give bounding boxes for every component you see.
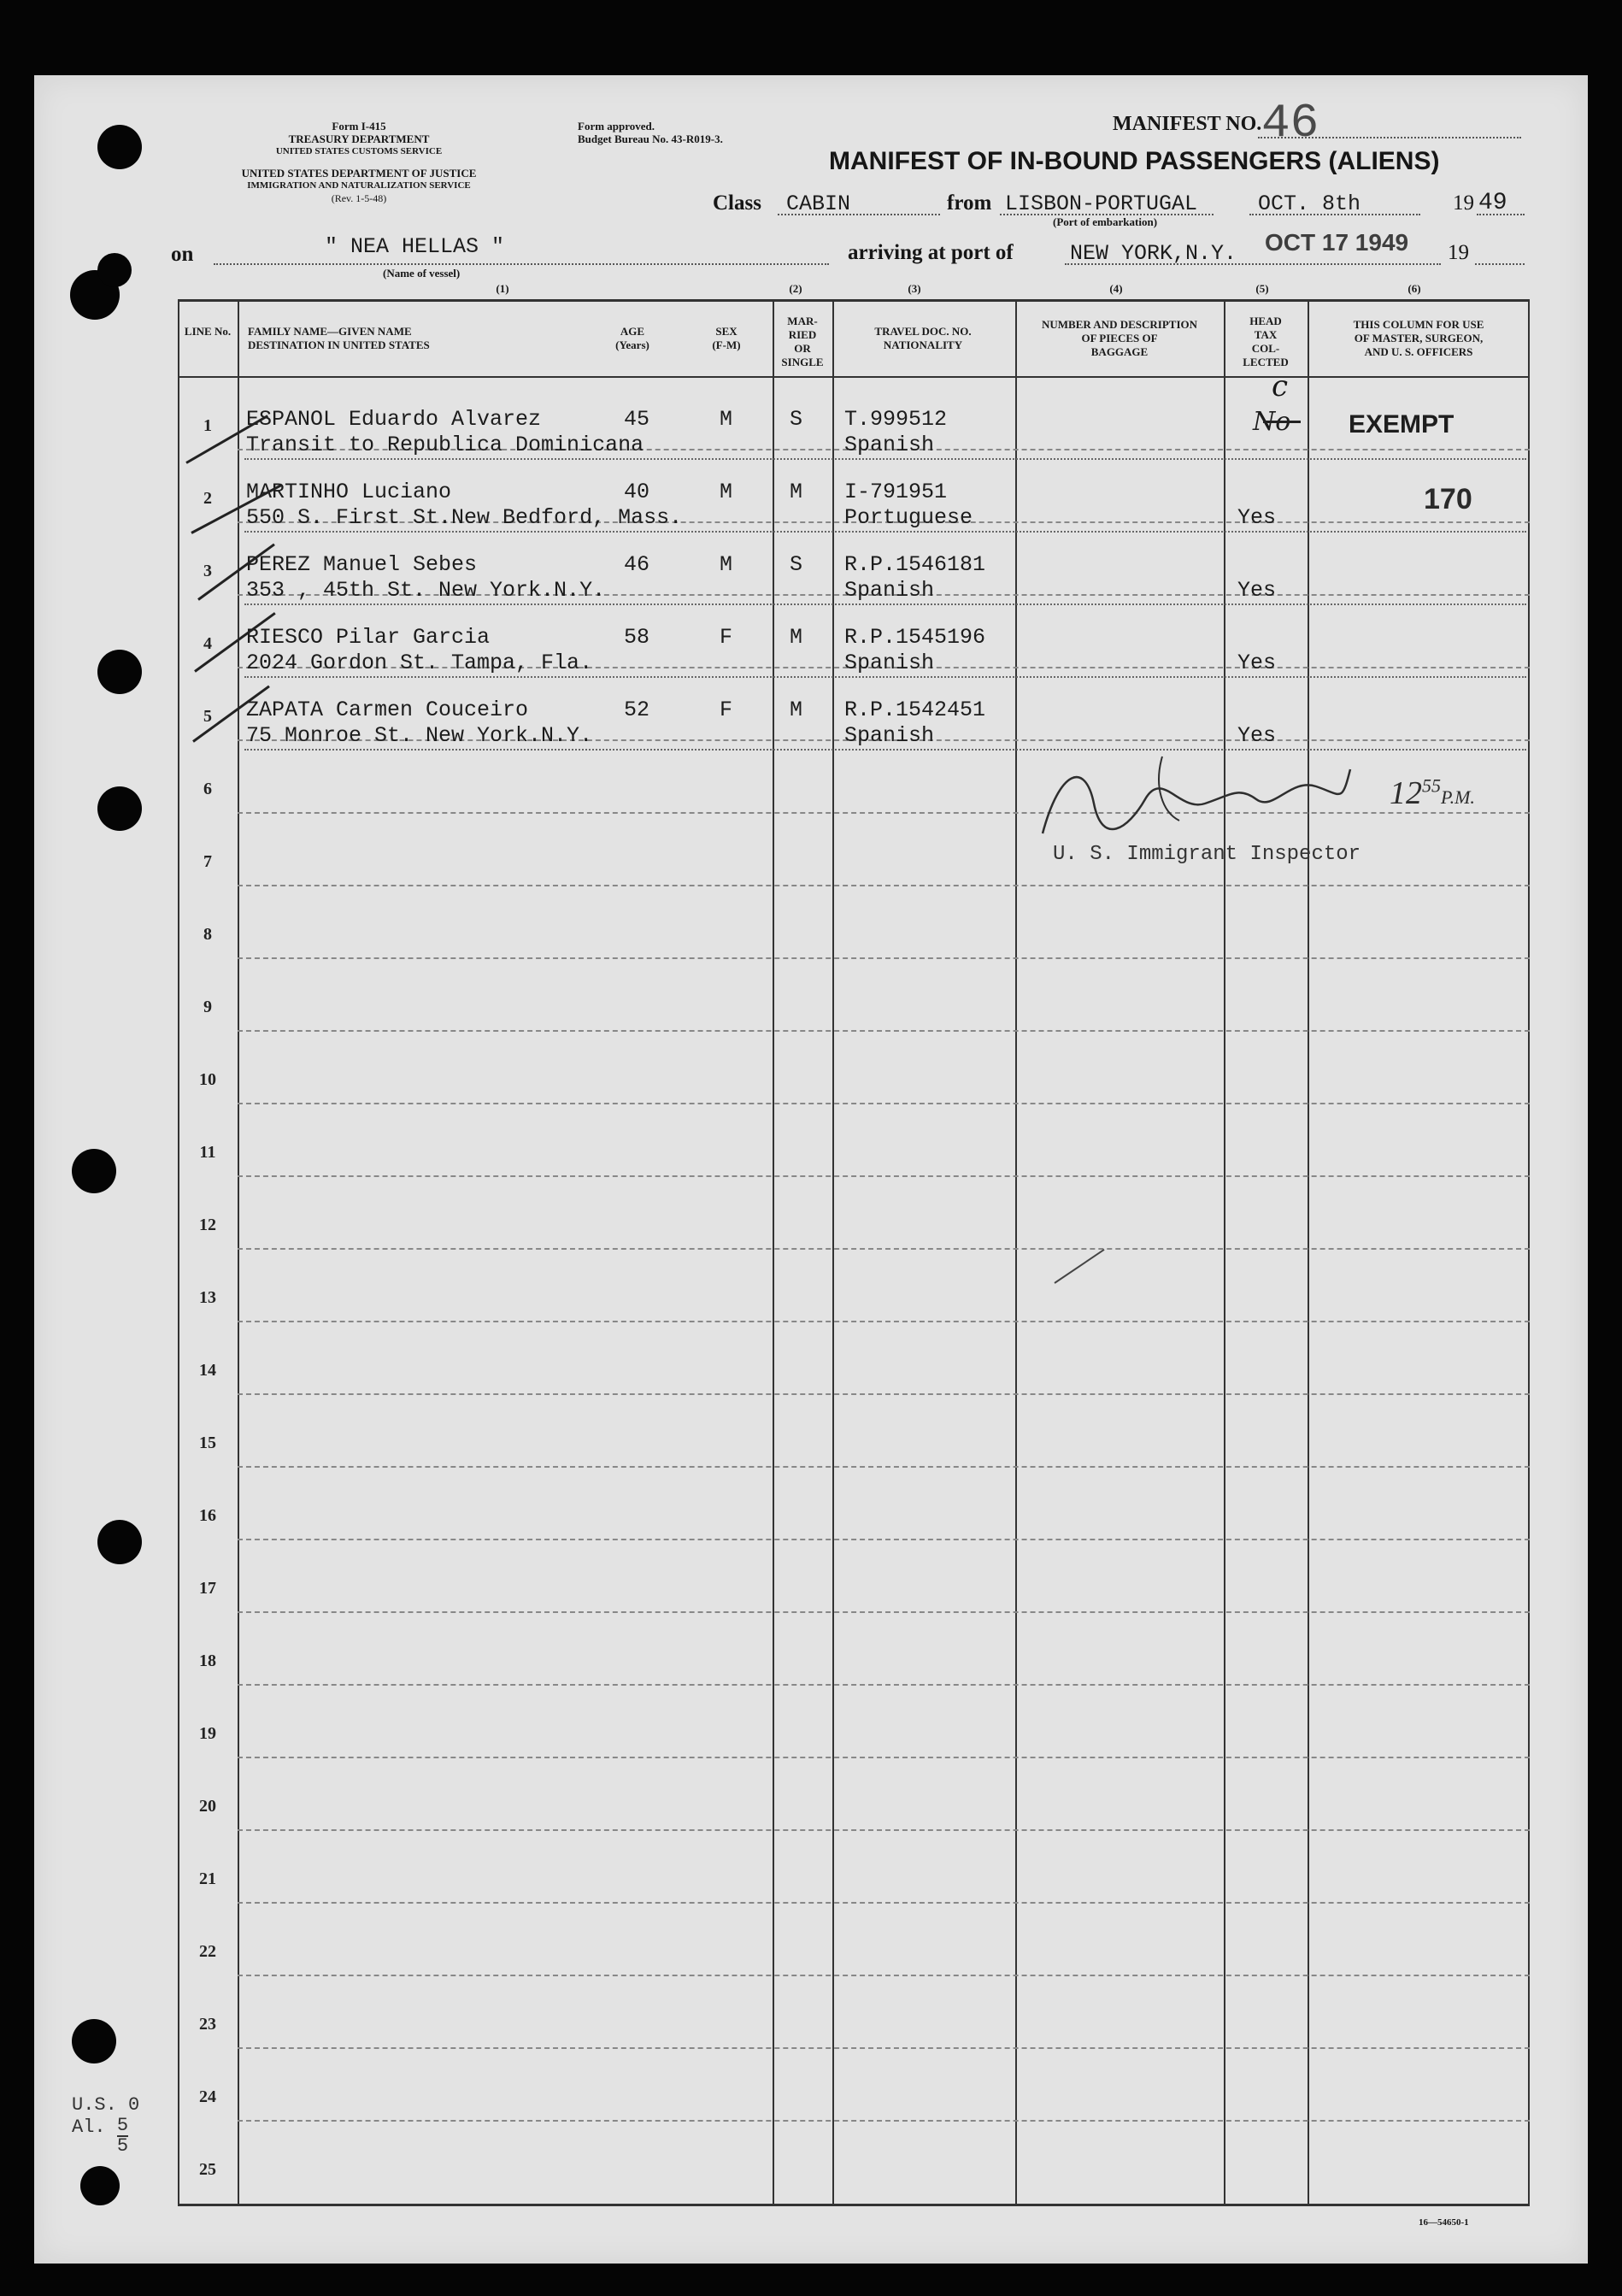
margin-note-line1: U.S. 0: [72, 2094, 140, 2116]
time-minutes: 55: [1422, 774, 1441, 797]
passenger-nationality: Spanish: [844, 578, 935, 603]
line-number: 6: [203, 780, 212, 798]
row-line: [238, 1757, 1530, 1758]
year-prefix: 19: [1453, 191, 1474, 215]
passenger-destination: 550 S. First St.New Bedford, Mass.: [246, 505, 683, 530]
dept-ins: IMMIGRATION AND NATURALIZATION SERVICE: [247, 180, 471, 191]
colnum-4: (4): [1109, 282, 1123, 295]
line-number: 7: [203, 852, 212, 871]
passenger-destination: 75 Monroe St. New York.N.Y.: [246, 723, 593, 748]
row-line: [238, 1248, 1530, 1250]
tax-annotation: c: [1272, 369, 1289, 403]
budget-bureau: Budget Bureau No. 43-R019-3.: [578, 132, 723, 145]
punch-hole: [72, 2019, 116, 2063]
passenger-destination: 2024 Gordon St. Tampa, Fla.: [246, 651, 593, 675]
col-border: [1308, 299, 1309, 2205]
row-line: [238, 1611, 1530, 1613]
passenger-head-tax: Yes: [1237, 505, 1277, 530]
col-header-baggage: NUMBER AND DESCRIPTION OF PIECES OF BAGGAGE: [1041, 318, 1198, 358]
passenger-marital-status: S: [790, 407, 803, 432]
colnum-3: (3): [908, 282, 921, 295]
passenger-marital-status: M: [790, 480, 803, 504]
passenger-officer-note: EXEMPT: [1349, 410, 1455, 439]
row-line: [238, 1975, 1530, 1976]
line-number: 23: [199, 2015, 216, 2034]
passenger-name: PEREZ Manuel Sebes: [246, 552, 478, 577]
line-number: 19: [199, 1724, 216, 1743]
class-line: [778, 214, 940, 215]
line-number: 2: [203, 489, 212, 508]
form-number: Form I-415: [332, 120, 386, 132]
line-number: 16: [199, 1506, 216, 1525]
line-number: 11: [199, 1143, 216, 1162]
row-line: [238, 1030, 1530, 1032]
col-header-sex: SEX (F-M): [712, 325, 741, 351]
row-line: [238, 2047, 1530, 2049]
line-number: 5: [203, 707, 212, 726]
line-number: 22: [199, 1942, 216, 1961]
col-header-head-tax: HEAD TAX COL- LECTED: [1243, 315, 1289, 368]
passenger-nationality: Spanish: [844, 723, 935, 748]
entry-underline: [244, 676, 1526, 678]
punch-hole: [72, 1149, 116, 1193]
line-number: 12: [199, 1216, 216, 1234]
col-border: [1528, 299, 1530, 2205]
row-line: [238, 1684, 1530, 1686]
passenger-travel-doc: R.P.1545196: [844, 625, 986, 650]
row-line: [238, 1539, 1530, 1540]
col-border: [1224, 299, 1225, 2205]
revision: (Rev. 1-5-48): [331, 192, 387, 204]
passenger-travel-doc: I-791951: [844, 480, 948, 504]
line-number: 13: [199, 1288, 216, 1307]
year-line: [1477, 214, 1525, 215]
passenger-name: MARTINHO Luciano: [246, 480, 452, 504]
from-value: LISBON-PORTUGAL: [1005, 191, 1198, 216]
dept-customs: UNITED STATES CUSTOMS SERVICE: [275, 146, 443, 156]
margin-note: [72, 2094, 139, 2156]
class-value: CABIN: [786, 191, 851, 216]
manifest-number-label: MANIFEST NO.: [1113, 113, 1262, 135]
manifest-number-line: [1258, 137, 1521, 138]
line-number: 10: [199, 1070, 216, 1089]
passenger-sex: F: [720, 625, 733, 650]
form-approved: Form approved.: [578, 120, 655, 132]
from-label: from: [947, 191, 992, 215]
colnum-2: (2): [789, 282, 802, 295]
col-border: [238, 299, 239, 2205]
passenger-officer-note: 170: [1424, 483, 1472, 515]
passenger-sex: M: [720, 480, 733, 504]
passenger-age: 45: [624, 407, 650, 432]
col-header-line: LINE No.: [184, 325, 232, 338]
year-value: 49: [1478, 190, 1507, 216]
margin-note-prefix: Al.: [72, 2116, 106, 2138]
line-number: 20: [199, 1797, 216, 1816]
row-line: [238, 1466, 1530, 1468]
passenger-destination: Transit to Republica Dominicana: [246, 433, 644, 457]
punch-hole: [97, 786, 142, 831]
arrival-port: NEW YORK,N.Y.: [1070, 241, 1237, 266]
vessel-note: (Name of vessel): [383, 267, 461, 280]
line-number: 8: [203, 925, 212, 944]
passenger-head-tax: Yes: [1237, 723, 1277, 748]
time-unit: P.M.: [1441, 786, 1475, 808]
class-label: Class: [713, 191, 761, 215]
arriving-label: arriving at port of: [848, 241, 1014, 264]
line-number: 14: [199, 1361, 216, 1380]
departure-date: OCT. 8th: [1258, 191, 1361, 216]
passenger-head-tax: Yes: [1237, 578, 1277, 603]
passenger-nationality: Spanish: [844, 651, 935, 675]
dept-justice: UNITED STATES DEPARTMENT OF JUSTICE: [241, 167, 477, 180]
passenger-age: 58: [624, 625, 650, 650]
line-number: 25: [199, 2160, 216, 2179]
entry-underline: [244, 749, 1526, 751]
col-header-name: FAMILY NAME—GIVEN NAME DESTINATION IN UNITED STATES: [248, 325, 430, 351]
passenger-travel-doc: T.999512: [844, 407, 948, 432]
date-line: [1249, 214, 1420, 215]
entry-underline: [244, 458, 1526, 460]
passenger-age: 40: [624, 480, 650, 504]
line-number: 15: [199, 1434, 216, 1452]
approval-block: [578, 120, 723, 145]
row-line: [238, 1393, 1530, 1395]
year-suffix-line: [1475, 263, 1525, 265]
line-number: 1: [203, 416, 212, 435]
inspection-time: [1390, 774, 1475, 812]
margin-note-num: 5: [116, 2115, 129, 2136]
col-header-age: AGE (Years): [615, 325, 649, 351]
punch-hole: [97, 125, 142, 169]
table-top-border: [178, 299, 1530, 302]
margin-note-den: 5: [116, 2135, 129, 2157]
inspector-title: U. S. Immigrant Inspector: [1053, 843, 1361, 866]
colnum-1: (1): [496, 282, 509, 295]
embarkation-note: (Port of embarkation): [1053, 215, 1158, 228]
passenger-nationality: Spanish: [844, 433, 935, 457]
manifest-number: 46: [1261, 96, 1319, 150]
passenger-marital-status: M: [790, 698, 803, 722]
line-number: 17: [199, 1579, 216, 1598]
line-number: 21: [199, 1869, 216, 1888]
passenger-name: RIESCO Pilar Garcia: [246, 625, 491, 650]
manifest-page: [34, 75, 1588, 2264]
passenger-sex: F: [720, 698, 733, 722]
passenger-name: ZAPATA Carmen Couceiro: [246, 698, 529, 722]
vessel-name: " NEA HELLAS ": [325, 234, 505, 259]
passenger-sex: M: [720, 552, 733, 577]
line-number: 9: [203, 998, 212, 1016]
on-label: on: [171, 243, 194, 266]
passenger-age: 46: [624, 552, 650, 577]
row-line: [238, 957, 1530, 959]
vessel-line: [214, 263, 829, 265]
row-line: [238, 1103, 1530, 1104]
entry-underline: [244, 603, 1526, 605]
time-hour: 12: [1390, 775, 1422, 811]
col-border: [832, 299, 834, 2205]
punch-hole: [97, 253, 132, 287]
year-suffix: 19: [1448, 241, 1469, 264]
passenger-destination: 353 , 45th St. New York.N.Y.: [246, 578, 606, 603]
passenger-travel-doc: R.P.1542451: [844, 698, 986, 722]
punch-hole: [80, 2166, 120, 2205]
passenger-head-tax: No: [1253, 407, 1291, 437]
col-header-travel-doc: TRAVEL DOC. NO. NATIONALITY: [874, 325, 972, 351]
passenger-name: ESPANOL Eduardo Alvarez: [246, 407, 542, 432]
agency-block: [171, 120, 547, 205]
line-number: 3: [203, 562, 212, 580]
port-line: [1065, 263, 1441, 265]
punch-hole: [97, 1520, 142, 1564]
row-line: [238, 1175, 1530, 1177]
colnum-5: (5): [1255, 282, 1269, 295]
col-header-married: MAR- RIED OR SINGLE: [781, 315, 824, 368]
form-code: 16—54650-1: [1419, 2217, 1469, 2228]
tax-strike: [1263, 421, 1301, 423]
row-line: [238, 1829, 1530, 1831]
col-border: [178, 299, 179, 2205]
entry-underline: [244, 531, 1526, 533]
col-border: [773, 299, 774, 2205]
line-number: 4: [203, 634, 212, 653]
passenger-head-tax: Yes: [1237, 651, 1277, 675]
row-line: [238, 1902, 1530, 1904]
line-number: 18: [199, 1651, 216, 1670]
line-number: 24: [199, 2087, 216, 2106]
inspector-signature: [1034, 752, 1359, 846]
passenger-nationality: Portuguese: [844, 505, 973, 530]
dept-treasury: TREASURY DEPARTMENT: [288, 132, 430, 145]
colnum-6: (6): [1407, 282, 1421, 295]
col-border: [1015, 299, 1017, 2205]
passenger-marital-status: S: [790, 552, 803, 577]
passenger-sex: M: [720, 407, 733, 432]
arrival-date-stamp: OCT 17 1949: [1265, 229, 1409, 256]
punch-hole: [97, 650, 142, 694]
passenger-age: 52: [624, 698, 650, 722]
row-line: [238, 2120, 1530, 2122]
col-header-officers: THIS COLUMN FOR USE OF MASTER, SURGEON, AND U. S. OFFICERS: [1353, 318, 1484, 358]
passenger-marital-status: M: [790, 625, 803, 650]
header-bottom-border: [178, 376, 1530, 378]
table-bottom-border: [178, 2204, 1530, 2206]
page-title: MANIFEST OF IN-BOUND PASSENGERS (ALIENS): [829, 147, 1440, 175]
row-line: [238, 1321, 1530, 1322]
row-line: [238, 885, 1530, 886]
passenger-travel-doc: R.P.1546181: [844, 552, 986, 577]
